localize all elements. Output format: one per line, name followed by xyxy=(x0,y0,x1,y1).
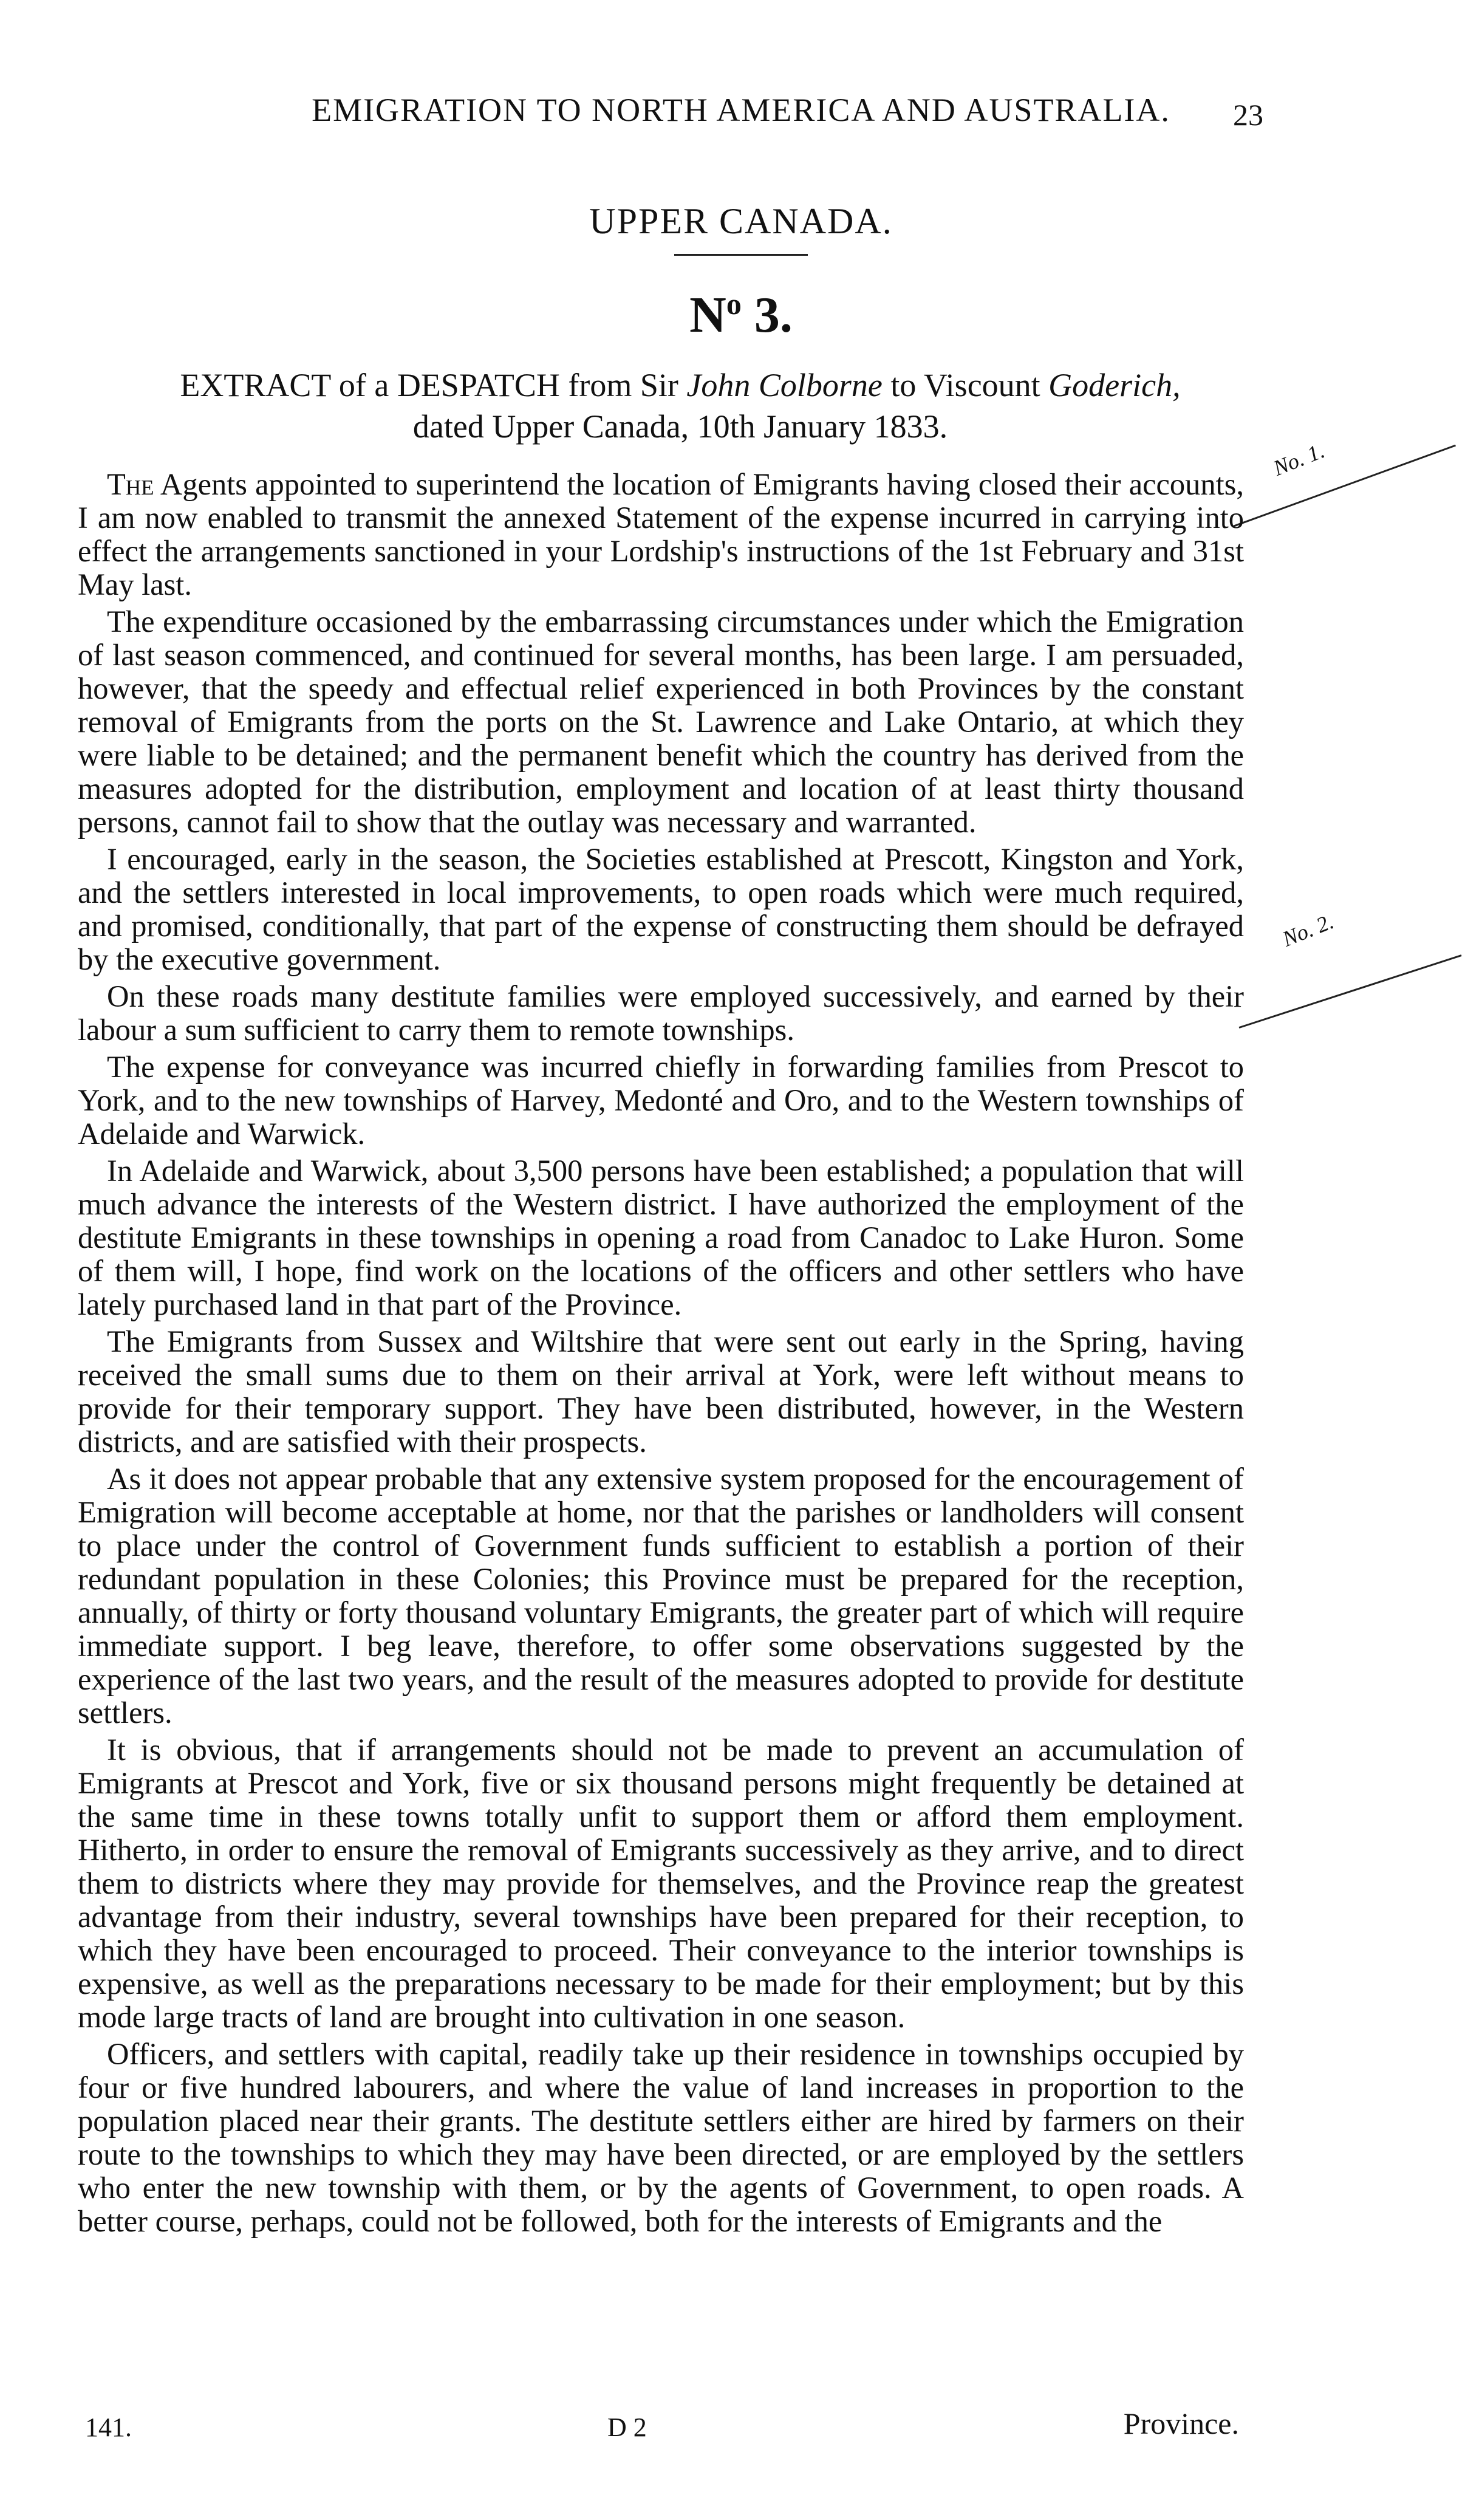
margin-note-2: No. 2. xyxy=(1279,909,1337,951)
paragraph: In Adelaide and Warwick, about 3,500 persons have been established; a population that will much advance the interests of the Western district. I have authorized the employment of the destitute Emigrants in these townships in opening a road from Canadoc to Lake Huron. Some of them will, I hope, find work on the locations of the officers and other settlers who have lately purchased land in that part of the Province. xyxy=(78,1154,1244,1321)
heading-line-1 xyxy=(109,365,1251,406)
paragraph-text: Agents appointed to superintend the location of Emigrants having closed their accounts, I am now enabled to transmit the annexed Statement of the expense incurred in carrying into effect the arrangements sanctioned in your Lordship's instructions of the 1st February and 31st May last. xyxy=(78,467,1244,601)
heading-sender: John Colborne xyxy=(686,367,883,403)
heading-line-2: dated Upper Canada, 10th January 1833. xyxy=(412,408,948,445)
number-value: 3. xyxy=(741,287,793,343)
paragraph: The Emigrants from Sussex and Wiltshire that were sent out early in the Spring, having received the small sums due to them on their arrival at York, were left without means to provide for their temporary support. They have been distributed, however, in the Western districts, and are satisfied with their prospects. xyxy=(78,1324,1244,1459)
paragraph: The expense for conveyance was incurred chiefly in forwarding families from Prescot to York, and to the new townships of Harvey, Medonté and Oro, and to the Western townships of Adelaide and Warwick. xyxy=(78,1050,1244,1151)
paragraph xyxy=(78,468,1244,601)
heading-text: EXTRACT of a DESPATCH from Sir xyxy=(180,367,687,403)
paragraph: On these roads many destitute families were employed successively, and earned by their labour a sum sufficient to carry them to remote townships. xyxy=(78,979,1244,1047)
document-number xyxy=(0,286,1482,344)
extract-heading xyxy=(109,365,1251,447)
paragraph: Officers, and settlers with capital, readily take up their residence in townships occupied by four or five hundred labourers, and where the value of land increases in proportion to the population placed near their grants. The destitute settlers either are hired by farmers on their route to the townships to which they may have been directed, or are employed by the settlers who enter the new township with them, or by the agents of Government, to open roads. A better course, perhaps, could not be followed, both for the interests of Emigrants and the xyxy=(78,2037,1244,2238)
footer-sheet-number: 141. xyxy=(85,2412,132,2442)
running-title: EMIGRATION TO NORTH AMERICA AND AUSTRALIA. xyxy=(312,92,1170,128)
heading-text: to Viscount xyxy=(882,367,1049,403)
paragraph: The expenditure occasioned by the embarrassing circumstances under which the Emigration of last season commenced, and continued for several months, has been large. I am persuaded, however, that the speedy and effectual relief experienced in both Provinces by the constant removal of Emigrants from the ports on the St. Lawrence and Lake Ontario, at which they were liable to be detained; and the permanent benefit which the country has derived from the measures adopted for the distribution, employment and location of at least thirty thousand persons, cannot fail to show that the outlay was necessary and warranted. xyxy=(78,604,1244,839)
section-title: UPPER CANADA. xyxy=(589,201,893,241)
margin-note-1: No. 1. xyxy=(1269,438,1328,481)
number-prefix: N xyxy=(689,287,726,343)
paragraph: As it does not appear probable that any extensive system proposed for the encouragement of Emigration will become acceptable at home, nor that the parishes or landholders will consent to place under the control of Government funds sufficient to establish a portion of their redundant population in these Colonies; this Province must be prepared for the reception, annually, of thirty or forty thousand voluntary Emigrants, the greater part of which will require immediate support. I beg leave, therefore, to offer some observations suggested by the experience of the last two years, and the result of the measures adopted to provide for destitute settlers. xyxy=(78,1462,1244,1730)
paragraph: It is obvious, that if arrangements should not be made to prevent an accumulation of Emigrants at Prescot and York, five or six thousand persons might frequently be detained at the same time in these towns totally unfit to support them or afford them employment. Hitherto, in order to ensure the removal of Emigrants successively as they arrive, and to direct them to districts where they may provide for themselves, and the Province reap the greatest advantage from their industry, several townships have been prepared for their reception, to which they have been encouraged to proceed. Their conveyance to the interior townships is expensive, as well as the preparations necessary to be made for their employment; but by this mode large tracts of land are brought into cultivation in one season. xyxy=(78,1733,1244,2034)
page-number: 23 xyxy=(1233,98,1263,132)
section-title-rule xyxy=(674,254,808,256)
margin-note-1-line xyxy=(1232,445,1456,527)
paragraph-lead-word: The xyxy=(107,467,154,501)
number-sup: o xyxy=(726,287,742,321)
paragraph: I encouraged, early in the season, the Societies established at Prescott, Kingston and York, and the settlers interested in local improvements, to open roads which were much required, and promised, conditionally, that part of the expense of constructing them should be defrayed by the executive government. xyxy=(78,842,1244,976)
footer-signature-mark: D 2 xyxy=(607,2412,647,2442)
heading-recipient: Goderich, xyxy=(1048,367,1181,403)
margin-note-2-line xyxy=(1239,954,1462,1029)
despatch-body xyxy=(78,468,1244,2242)
footer-catchword: Province. xyxy=(1123,2406,1239,2440)
